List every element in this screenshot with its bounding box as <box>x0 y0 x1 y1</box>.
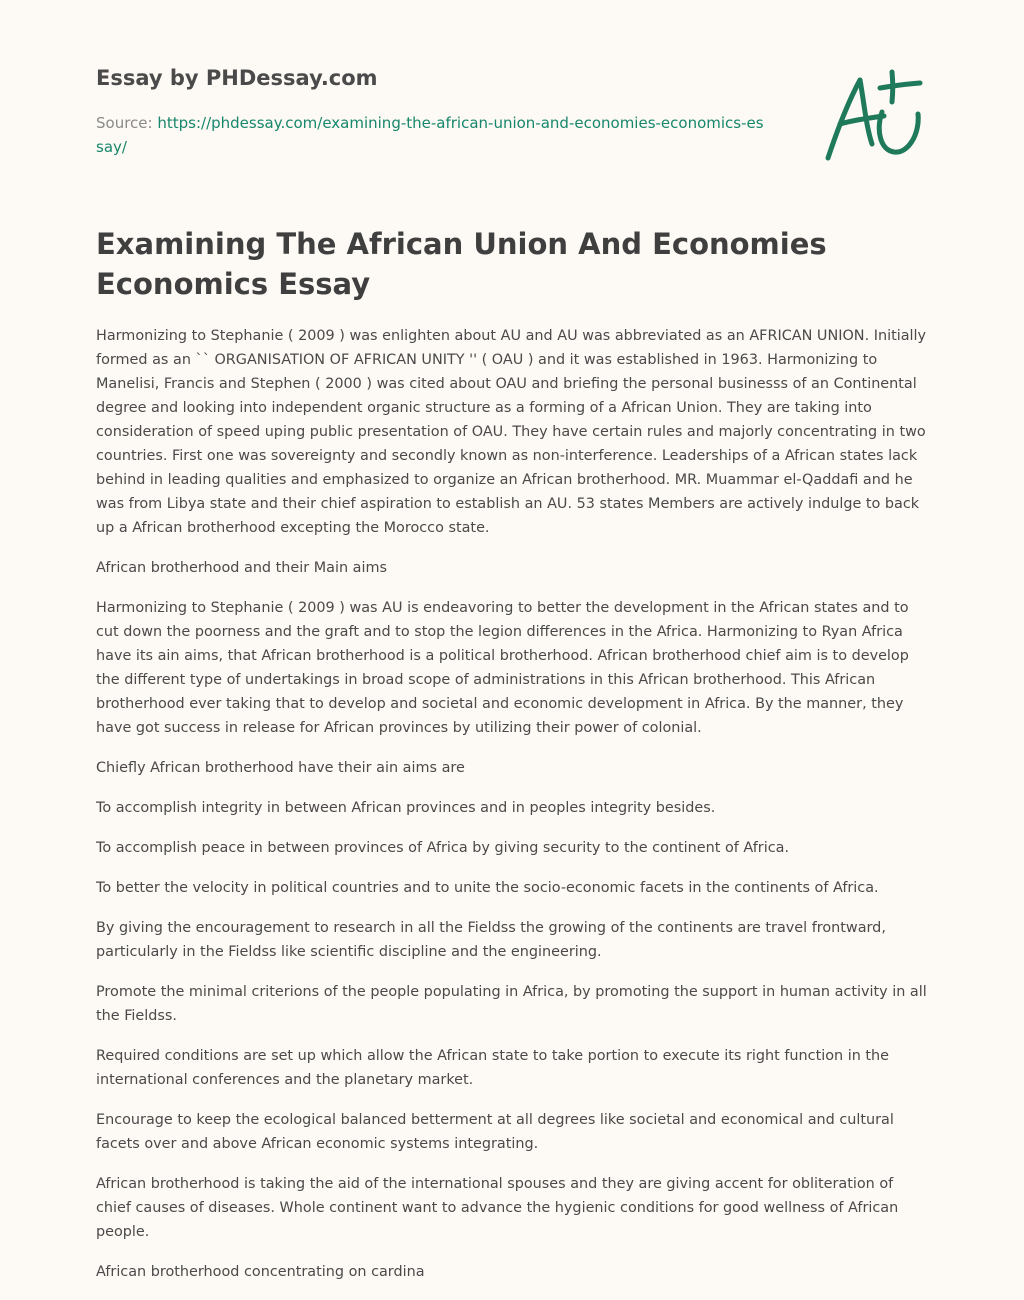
essay-paragraph: To accomplish peace in between provinces of Africa by giving security to the continent of Africa. <box>96 840 790 856</box>
essay-title: Examining The African Union And Economies Economics Essay <box>96 227 827 301</box>
source-link[interactable]: https://phdessay.com/examining-the-african-union-and-economies-economics-essay/ <box>96 114 764 156</box>
essay-paragraph: To better the velocity in political countries and to unite the socio-economic facets in the continents of Africa. <box>96 880 879 896</box>
essay-paragraph: Encourage to keep the ecological balanced betterment at all degrees like societal and economical and cultural facets over and above African economic systems integrating. <box>96 1112 894 1152</box>
essay-paragraph: Promote the minimal criterions of the people populating in Africa, by promoting the support in human activity in all the Fieldss. <box>96 984 927 1024</box>
essay-paragraph: African brotherhood concentrating on cardina <box>96 1264 425 1280</box>
source-label: Source: <box>96 114 153 132</box>
essay-paragraph: Harmonizing to Stephanie ( 2009 ) was AU is endeavoring to better the development in the African states and to cut down the poorness and the graft and to stop the legion differences in the Africa. Harmonizing to Ryan Africa have its ain aims, that African brotherhood is a political brotherhood. African brotherhood chief aim is to develop the different type of undertakings in broad scope of administrations in this African brotherhood. This African brotherhood ever taking that to develop and societal and economic development in Africa. By the manner, they have got success in release for African provinces by utilizing their power of colonial. <box>96 600 909 736</box>
essay-paragraph: African brotherhood and their Main aims <box>96 560 388 576</box>
essay-paragraph: African brotherhood is taking the aid of the international spouses and they are giving accent for obliteration of chief causes of diseases. Whole continent want to advance the hygienic conditions for good wellness of African people. <box>96 1176 899 1240</box>
essay-paragraph: Chiefly African brotherhood have their ain aims are <box>96 760 465 776</box>
essay-paragraph: Harmonizing to Stephanie ( 2009 ) was enlighten about AU and AU was abbreviated as an AFRICAN UNION. Initially formed as an `` ORGANISATION OF AFRICAN UNITY '' ( OAU ) and it was established in 1963. Harmonizing to Manelisi, Francis and Stephen ( 2000 ) was cited about OAU and briefing the personal businesss of an Continental degree and looking into independent organic structure as a forming of a African Union. They are taking into consideration of speed uping public presentation of OAU. They have certain rules and majorly concentrating in two countries. First one was sovereignty and secondly known as non-interference. Leaderships of a African states lack behind in leading qualities and emphasized to organize an African brotherhood. MR. Muammar el-Qaddafi and he was from Libya state and their chief aspiration to establish an AU. 53 states Members are actively indulge to back up a African brotherhood excepting the Morocco state. <box>96 328 927 536</box>
essay-paragraph: Required conditions are set up which allow the African state to take portion to execute its right function in the international conferences and the planetary market. <box>96 1048 890 1088</box>
essay-paragraph: To accomplish integrity in between African provinces and in peoples integrity besides. <box>96 800 716 816</box>
site-title: Essay by PHDessay.com <box>96 66 378 90</box>
essay-body <box>96 324 928 1300</box>
a-plus-grade-icon <box>822 68 926 164</box>
source-line <box>96 111 766 159</box>
essay-paragraph: By giving the encouragement to research in all the Fieldss the growing of the continents are travel frontward, particularly in the Fieldss like scientific discipline and the engineering. <box>96 920 886 960</box>
